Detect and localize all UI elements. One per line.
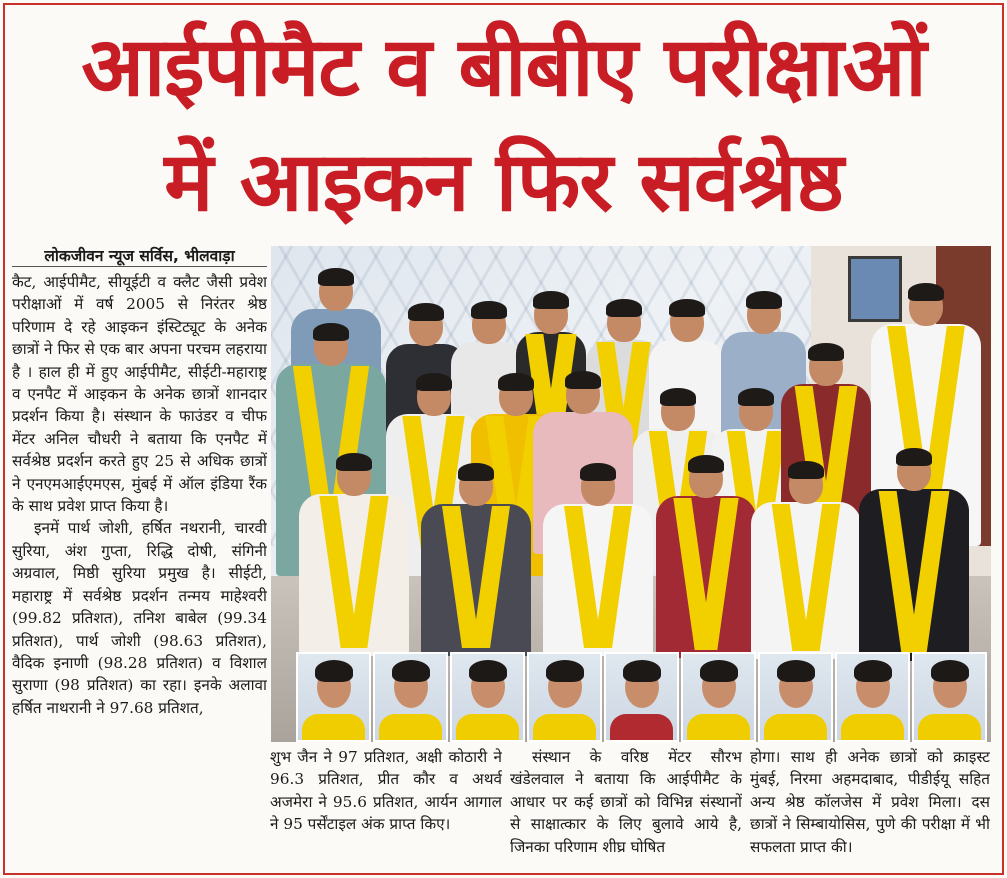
article-column-3 <box>510 746 742 874</box>
student-portrait <box>835 652 910 742</box>
byline: लोकजीवन न्यूज सर्विस, भीलवाड़ा <box>12 246 267 267</box>
student-portrait <box>681 652 756 742</box>
student-portrait <box>296 652 371 742</box>
person <box>421 466 531 656</box>
student-portrait <box>912 652 987 742</box>
headline-line-2: में आइकन फिर सर्वश्रेष्ठ <box>164 135 843 230</box>
article-column-1 <box>12 271 267 871</box>
student-portrait <box>758 652 833 742</box>
student-portrait <box>527 652 602 742</box>
paragraph: होगा। साथ ही अनेक छात्रों को क्राइस्ट मुंबई, निरमा अहमदाबाद, पीडीईयू सहित अन्य श्रेष्ठ कॉलजेस में प्रवेश मिला। दस छात्रों ने सिम्बायोसिस, पुणे की परीक्षा में भी सफलता प्राप्त की। <box>750 748 990 856</box>
person <box>543 466 653 656</box>
paragraph: कैट, आईपीमैट, सीयूईटी व क्लैट जैसी प्रवेश परीक्षाओं में वर्ष 2005 से निरंतर श्रेष्ठ परिणाम दे रहे आइकन इंस्टिट्यूट के अनेक छात्रों ने फिर से एक बार अपना परचम लहराया है । हाल ही में हुए आईपीमैट, सीईटी-महाराष्ट्र व एनपैट में आइकन के अनेक छात्रों शानदार प्रदर्शन किया है। संस्थान के फाउंडर व चीफ मेंटर अनिल चौधरी ने बताया कि एनपैट में सर्वश्रेष्ठ प्रदर्शन करते हुए 25 से अधिक छात्रों ने एनएमआईएमएस, मुंबई में ऑल इंडिया रैंक के साथ प्रवेश प्राप्त किया है। <box>12 273 267 516</box>
person <box>656 458 756 658</box>
student-portrait <box>450 652 525 742</box>
student-portrait <box>604 652 679 742</box>
student-thumbnails <box>296 652 986 740</box>
paragraph: संस्थान के वरिष्ठ मेंटर सौरभ खंडेलवाल ने बताया कि आईपीमैट के आधार पर कई छात्रों को विभिन्न संस्थानों से साक्षात्कार के लिए बुलावे आये है, जिनका परिणाम शीघ्र घोषित <box>510 748 742 856</box>
student-portrait <box>373 652 448 742</box>
paragraph: शुभ जैन ने 97 प्रतिशत, अक्षी कोठारी ने 96.3 प्रतिशत, प्रीत कौर व अथर्व अजमेरा ने 95.6 प्रतिशत, आर्यन आगाल ने 95 पर्सेंटाइल अंक प्राप्त किए। <box>270 748 502 834</box>
article-column-2 <box>270 746 502 874</box>
headline-line-1: आईपीमैट व बीबीए परीक्षाओं <box>81 20 926 115</box>
paragraph: इनमें पार्थ जोशी, हर्षित नथरानी, चारवी सुरिया, अंश गुप्ता, रिद्धि दोषी, संगिनी अग्रवाल, मिष्ठी सुरिया प्रमुख है। सीईटी, महाराष्ट्र में सर्वश्रेष्ठ प्रदर्शन तन्मय माहेश्वरी (99.82 प्रतिशत), तनिश बाबेल (99.34 प्रतिशत), पार्थ जोशी (98.63 प्रतिशत), वैदिक इनाणी (98.28 प्रतिशत) व विशाल सुराणा (98 प्रतिशत) का रहा। इनके अलावा हर्षित नाथरानी ने 97.68 प्रतिशत, <box>12 519 267 717</box>
article-column-4 <box>750 746 990 874</box>
person <box>859 451 969 661</box>
person <box>751 464 861 659</box>
person <box>299 456 409 656</box>
